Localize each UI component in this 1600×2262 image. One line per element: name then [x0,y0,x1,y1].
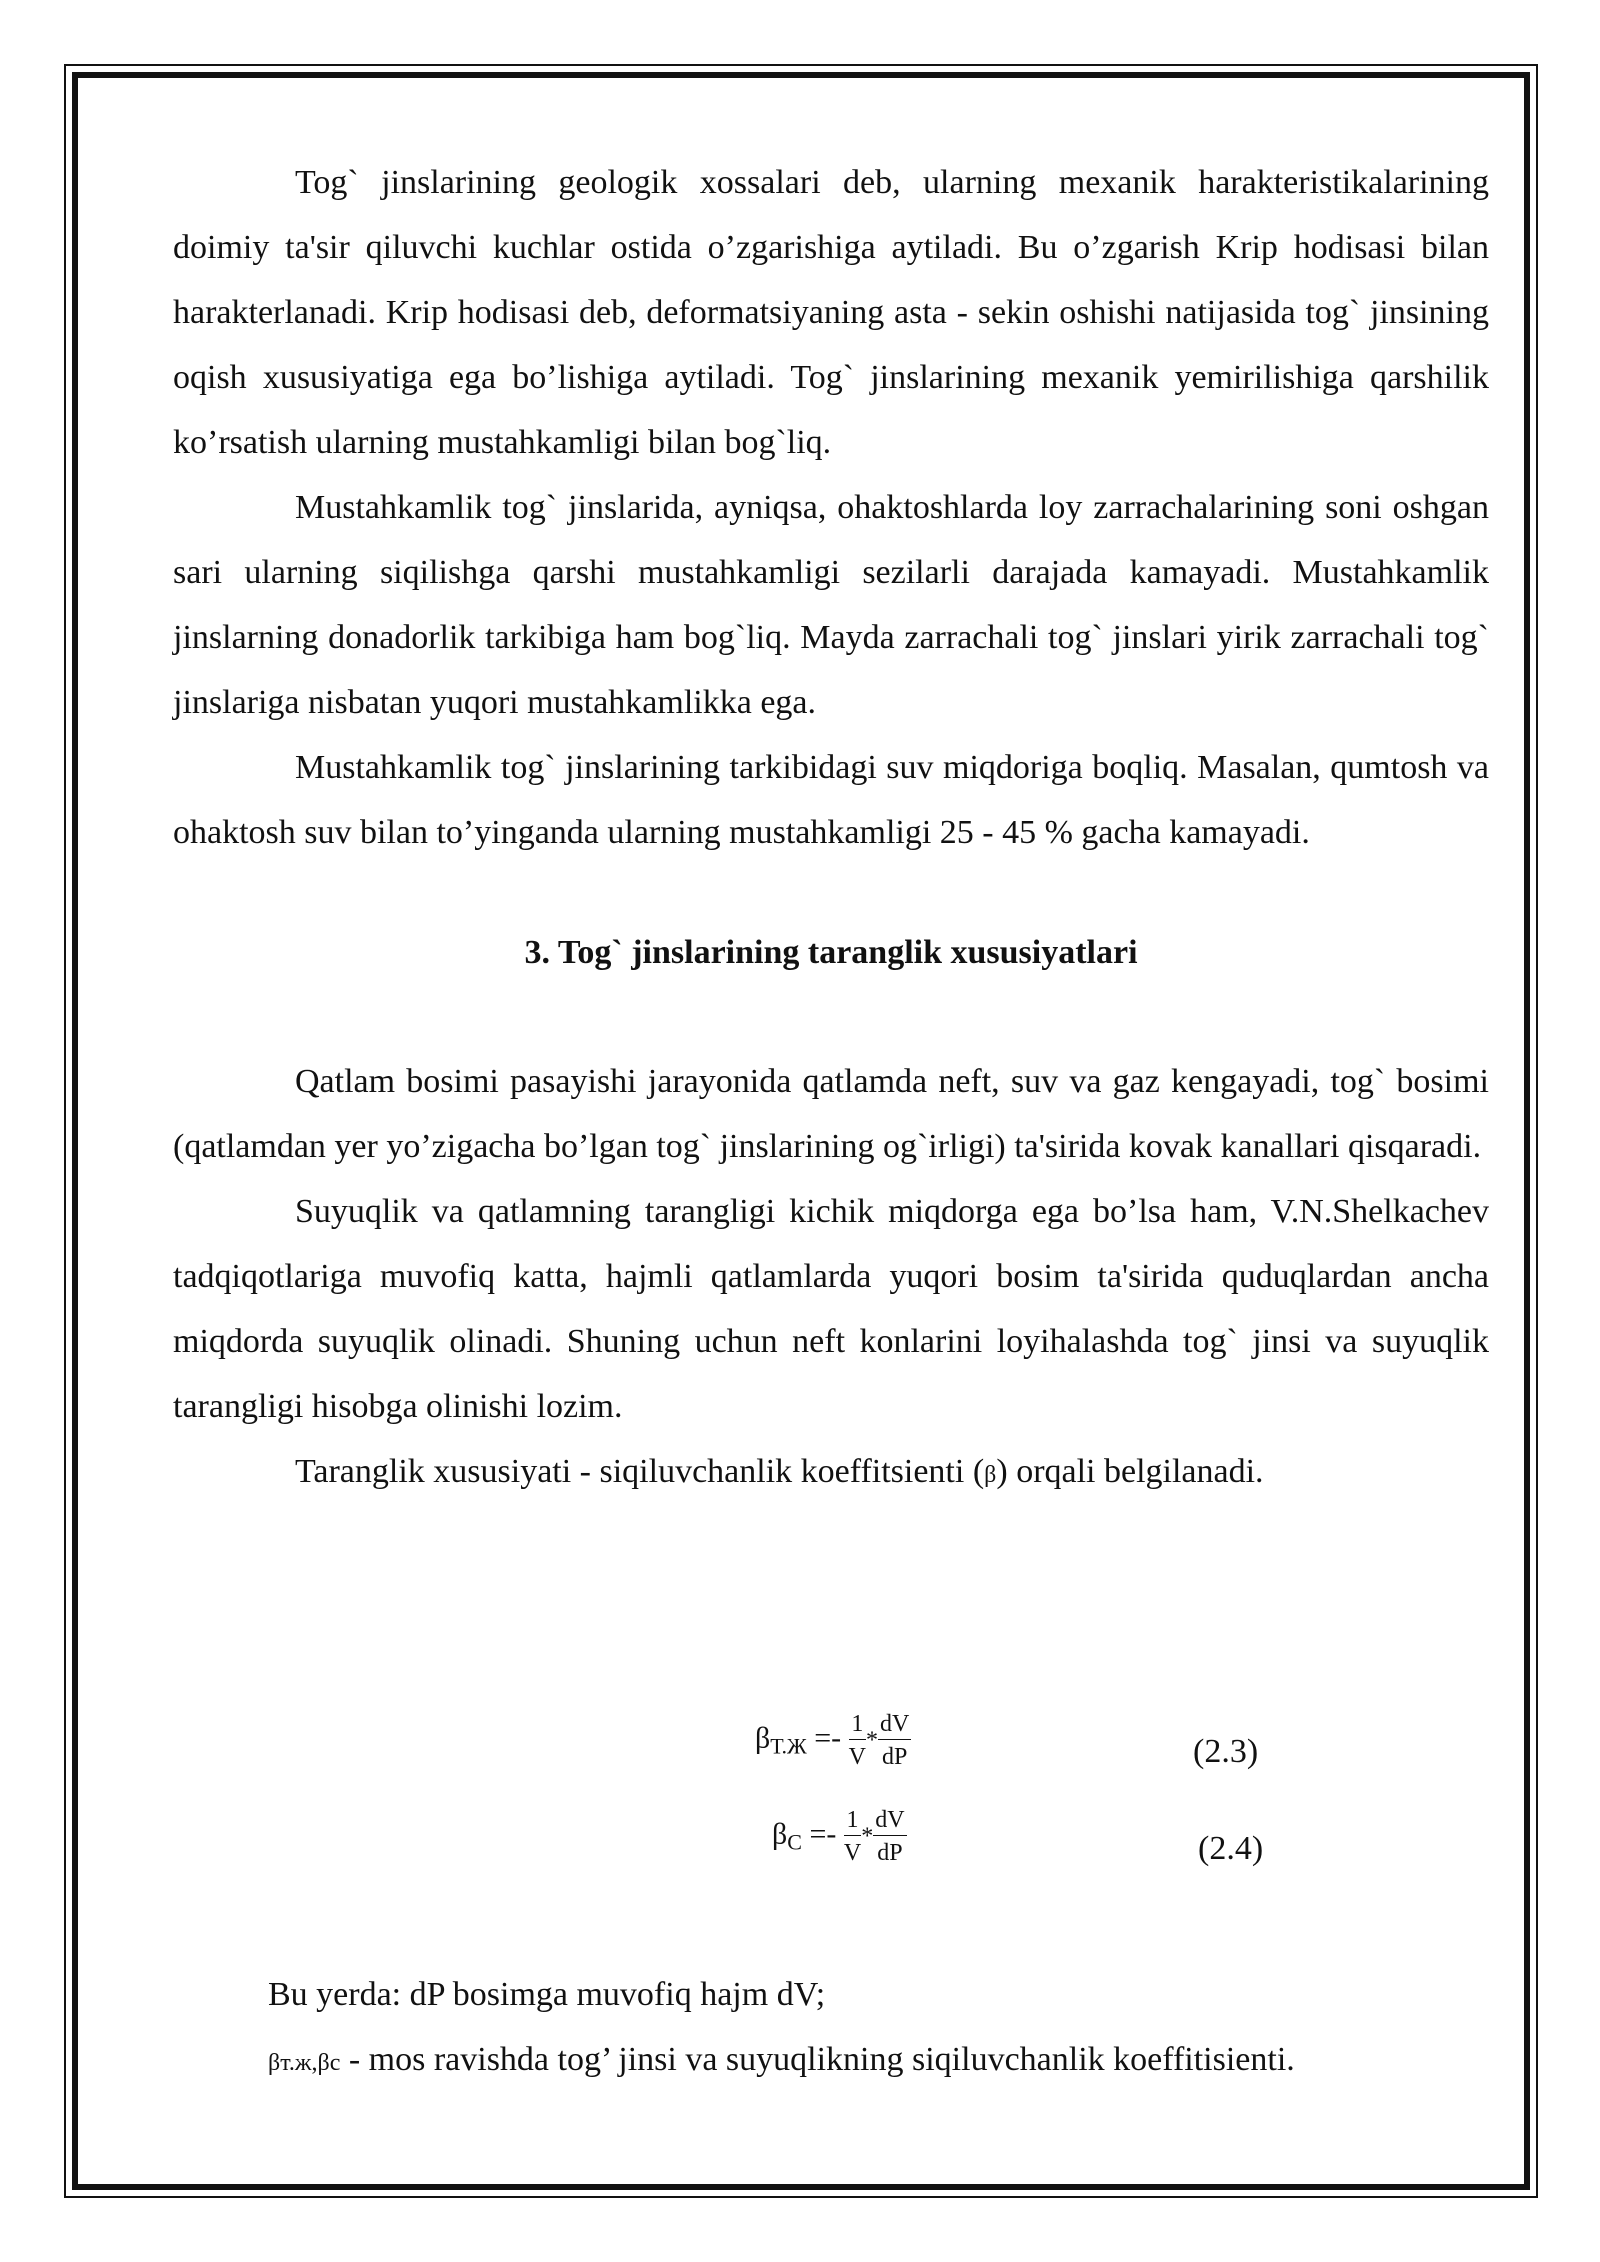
note-symbols-definition [268,2043,1295,2077]
paragraph-compressibility-definition [173,1439,1489,1508]
paragraph-geological-properties: Tog` jinslarining geologik xossalari deb, ularning mexanik harakteristikalarining doimiy ta'sir qiluvchi kuchlar ostida o’zgarishiga aytiladi. Bu o’zgarish Krip hodisasi bilan harakterlanadi. Krip hodisasi deb, deformatsiyaning asta - sekin oshishi natijasida tog` jinsining oqish xususiyatiga ega bo’lishiga aytiladi. Tog` jinslarining mexanik yemirilishiga qarshilik ko’rsatish ularning mustahkamligi bilan bog`liq. [173,164,1489,461]
formula-multiply: * [865,1727,878,1754]
fraction-dv-over-dp: $\frac{dV}{dP}$ [879,1711,910,1770]
formula-beta: β [772,1817,788,1851]
paragraph-elasticity: Suyuqlik va qatlamning tarangligi kichik miqdorga ega bo’lsa ham, V.N.Shelkachev tadqiqotlariga muvofiq katta, hajmli qatlamlarda yuqori bosim ta'sirida quduqlardan ancha miqdorda suyuqlik olinadi. Shuning uchun neft konlarini loyihalashda tog` jinsi va suyuqlik tarangligi hisobga olinishi lozim. [173,1193,1489,1425]
formula-fluid-compressibility [772,1808,907,1865]
formula-rock-compressibility [755,1712,911,1769]
formula-equals: =- [814,1721,842,1755]
paragraph-reservoir-pressure: Qatlam bosimi pasayishi jarayonida qatlamda neft, suv va gaz kengayadi, tog` bosimi (qatlamdan yer yo’zigacha bo’lgan tog` jinslarining og`irligi) ta'sirida kovak kanallari qisqaradi. [173,1063,1489,1165]
compressibility-text-before: Taranglik xususiyati - siqiluvchanlik koeffitsienti ( [295,1453,985,1490]
fraction-dv-over-dp: $\frac{dV}{dP}$ [875,1807,905,1866]
fraction-one-over-v: $\frac{1}{V}$ [843,1807,862,1866]
equation-number: (2.3) [1193,1733,1259,1770]
note-where: Bu yerda: dP bosimga muvofiq hajm dV; [268,1976,826,2013]
formula-multiply: * [861,1823,874,1850]
beta-symbol: β [984,1462,997,1488]
formula-beta: β [755,1721,771,1755]
equation-number: (2.4) [1198,1830,1264,1867]
section-heading: 3. Tog` jinslarining taranglik xususiyatlari [524,934,1138,971]
paragraph-strength-clay: Mustahkamlik tog` jinslarida, ayniqsa, ohaktoshlarda loy zarrachalarining soni oshgan sari ularning siqilishga qarshi mustahkamligi sezilarli darajada kamayadi. Mustahkamlik jinslarning donadorlik tarkibiga ham bog`liq. Mayda zarrachali tog` jinslari yirik zarrachali tog` jinslariga nisbatan yuqori mustahkamlikka ega. [173,489,1489,721]
fraction-one-over-v: $\frac{1}{V}$ [848,1711,866,1770]
formula-subscript: Т.Ж [770,1733,807,1759]
page-content [173,150,1489,1508]
formula-equals: =- [809,1817,837,1851]
note-symbols: βт.ж,βc [268,2050,341,2076]
note-symbols-text: - mos ravishda tog’ jinsi va suyuqlikning siqiluvchanlik koeffitisienti. [340,2041,1295,2078]
formula-subscript: C [787,1829,802,1855]
compressibility-text-after: ) orqali belgilanadi. [996,1453,1264,1490]
paragraph-strength-water: Mustahkamlik tog` jinslarining tarkibidagi suv miqdoriga boqliq. Masalan, qumtosh va ohaktosh suv bilan to’yinganda ularning mustahkamligi 25 - 45 % gacha kamayadi. [173,749,1489,851]
